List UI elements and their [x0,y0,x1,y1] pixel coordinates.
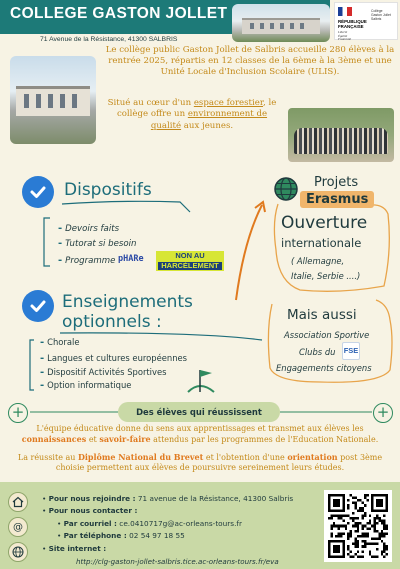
reussite-paragraph: L'équipe éducative donne du sens aux apprentissages et transmet aux élèves les connaissances et savoir-faire attendus par les programmes de l'Education Nationale. [21,424,379,445]
school-building-photo [232,4,330,42]
mais-aussi-item: Association Sportive [284,330,370,340]
enseignements-title: Enseignements optionnels : [62,292,193,332]
contact-heading: • Pour nous contacter : [42,506,138,515]
projets-label: Projets [314,175,359,190]
countries-line: ( Allemagne, [291,256,345,266]
mail-icon: @ [8,517,28,537]
mais-aussi-item: Clubs du [299,347,336,357]
ouverture-title: Ouverture [281,213,368,233]
school-name: COLLEGE GASTON JOLLET [10,5,228,22]
reussite-banner: Des élèves qui réussissent [118,402,280,422]
republic-motto: Liberté Égalité Fraternité [338,30,352,41]
forest-paragraph: Situé au cœur d'un espace forestier, le collège offre un environnement de qualité aux jeunes. [107,98,277,131]
website-link[interactable]: http://clg-gaston-jollet-salbris.tice.ac-orleans-tours.fr/eva [76,557,279,566]
contact-website-label: • Site internet : [42,544,107,553]
dispositif-item: - Programme [58,255,116,266]
dispositifs-title: Dispositifs [64,180,152,200]
check-circle-icon [22,290,54,322]
plus-circle-icon: + [8,403,28,423]
republic-logo-text: RÉPUBLIQUE FRANÇAISE [338,19,367,29]
french-flag-icon [338,7,352,16]
check-circle-icon [22,176,54,208]
republique-francaise-logo [334,2,398,40]
students-group-photo [288,108,394,162]
contact-phone[interactable]: • Par téléphone : 02 54 97 18 55 [57,531,185,540]
mais-aussi-title: Mais aussi [287,307,357,323]
reussite-paragraph: La réussite au Diplôme National du Brevet et l'obtention d'une orientation post 3ème choisie permettent aux élèves de poursuivre sereinement leurs études. [17,452,383,473]
option-item: - Chorale [40,337,80,348]
home-icon [8,492,28,512]
contact-address: • Pour nous rejoindre : 71 avenue de la Résistance, 41300 Salbris [42,494,294,503]
dispositif-item: - Devoirs faits [58,223,120,234]
globe-icon [273,176,299,206]
erasmus-badge: Erasmus [300,191,374,208]
internationale-title: internationale [281,236,362,250]
qr-code [324,490,392,562]
countries-line: Italie, Serbie ....) [291,271,361,281]
contact-email[interactable]: • Par courriel : ce.0410717g@ac-orleans-tours.fr [57,519,242,528]
intro-paragraph: Le collège public Gaston Jollet de Salbris accueille 280 élèves à la rentrée 2025, répartis en 12 classes de la 6ème à la 3ème et une Unité Locale d'Inclusion Scolaire (ULIS). [105,45,395,78]
dispositif-item: - Tutorat si besoin [58,238,137,249]
option-item: - Langues et cultures européennes [40,353,188,364]
non-au-harcelement-logo: NON AU HARCÈLEMENT [156,251,224,271]
mais-aussi-item: Engagements citoyens [276,363,372,373]
globe-icon [8,542,28,562]
fse-logo: FSE [342,342,360,360]
academy-text: Collège Gaston Jollet Salbris [371,9,391,21]
college-photo [10,56,96,144]
school-address: 71 Avenue de la Résistance, 41300 SALBRIS [40,36,178,43]
option-item: - Option informatique [40,380,132,391]
option-item: - Dispositif Activités Sportives [40,367,167,378]
phare-logo: pHARe [118,254,144,264]
plus-circle-icon: + [373,403,393,423]
